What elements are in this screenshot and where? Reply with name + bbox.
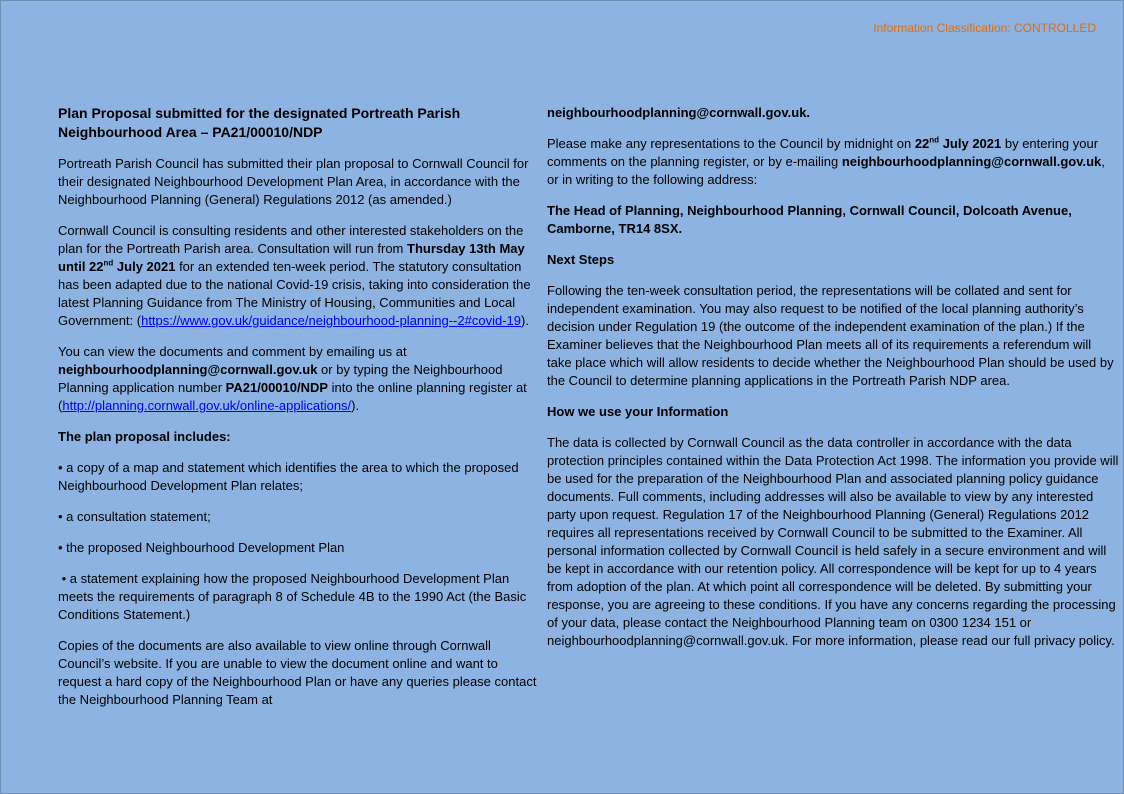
- list-item: • a statement explaining how the proposed Neighbourhood Development Plan meets the requirements of paragraph 8 of Schedule 4B to the 1990 Act (the Basic Conditions Statement.): [58, 571, 530, 622]
- left-column: [58, 104, 540, 722]
- consultation-paragraph: Cornwall Council is consulting residents and other interested stakeholders on the plan for the Portreath Parish area. Consultation will run from Thursday 13th May until 22nd July 2021 for an extended ten-week period. The statutory consultation has been adapted due to the national Covid-19 crisis, taking into consideration the latest Planning Guidance from The Ministry of Housing, Communities and Local Government: (https://www.gov.uk/guidance/neighbourhood-planning--2#covid-19).: [58, 223, 531, 328]
- intro-paragraph: Portreath Parish Council has submitted their plan proposal to Cornwall Council for their designated Neighbourhood Development Plan Area, in accordance with the Neighbourhood Planning (General) Regulations 2012 (as amended.): [58, 156, 529, 207]
- info-heading: How we use your Information: [547, 404, 729, 419]
- email-address: neighbourhoodplanning@cornwall.gov.uk: [841, 154, 1102, 169]
- info-text: The data is collected by Cornwall Council as the data controller in accordance with the data protection principles contained within the Data Protection Act 1998. The information you provide will be used for the preparation of the Neighbourhood Plan and associated planning policy guidance documents. Full comments, including addresses will also be available to view by any interested party upon request. Regulation 17 of the Neighbourhood Planning (General) Regulations 2012 requires all representations received by Cornwall Council to be submitted to the Examiner. All personal information collected by Cornwall Council is held safely in a secure environment and will be kept in accordance with our retention policy. All correspondence will be kept for up to 4 years from adoption of the plan. At which point all correspondence will be deleted. By submitting your response, you are agreeing to these conditions. If you have any concerns regarding the processing of your data, please contact the Neighbourhood Planning team on 0300 1234 151 or neighbourhoodplanning@cornwall.gov.uk. For more information, please read our full privacy policy.: [547, 435, 1119, 648]
- postal-address: The Head of Planning, Neighbourhood Planning, Cornwall Council, Dolcoath Avenue, Camborne, TR14 8SX.: [547, 203, 1072, 236]
- list-item: • a copy of a map and statement which identifies the area to which the proposed Neighbourhood Development Plan relates;: [58, 460, 519, 493]
- contact-email: neighbourhoodplanning@cornwall.gov.uk.: [547, 105, 811, 120]
- email-address: neighbourhoodplanning@cornwall.gov.uk: [58, 362, 318, 377]
- document-title: Plan Proposal submitted for the designated Portreath Parish Neighbourhood Area – PA21/00010/NDP: [58, 105, 461, 140]
- covid-guidance-link[interactable]: https://www.gov.uk/guidance/neighbourhood-planning--2#covid-19: [141, 313, 521, 328]
- right-column: [547, 104, 1119, 663]
- next-steps-heading: Next Steps: [547, 252, 615, 267]
- next-steps-text: Following the ten-week consultation period, the representations will be collated and sent for independent examination. You may also request to be notified of the local planning authority’s decision under Regulation 19 (the outcome of the independent examination of the plan.) If the Examiner believes that the Neighbourhood Plan meets all of its requirements a referendum will take place which will allow residents to decide whether the Neighbourhood Plan should be used by the Council to determine planning applications in the Portreath Parish NDP area.: [547, 283, 1114, 388]
- view-documents-paragraph: You can view the documents and comment by emailing us at neighbourhoodplanning@cornwall.gov.uk or by typing the Neighbourhood Planning application number PA21/00010/NDP into the online planning register at (http://planning.cornwall.gov.uk/online-applications/).: [58, 344, 527, 413]
- planning-register-link[interactable]: http://planning.cornwall.gov.uk/online-applications/: [62, 398, 352, 413]
- classification-label: Information Classification: CONTROLLED: [873, 21, 1096, 35]
- representations-paragraph: Please make any representations to the Council by midnight on 22nd July 2021 by entering your comments on the planning register, or by e-mailing neighbourhoodplanning@cornwall.gov.uk, or in writing to the following address:: [547, 135, 1105, 187]
- list-item: • the proposed Neighbourhood Development Plan: [58, 540, 345, 555]
- copies-paragraph: Copies of the documents are also available to view online through Cornwall Council’s website. If you are unable to view the document online and want to request a hard copy of the Neighbourhood Plan or have any queries please contact the Neighbourhood Planning Team at: [58, 638, 537, 707]
- list-item: • a consultation statement;: [58, 509, 211, 524]
- includes-heading: The plan proposal includes:: [58, 429, 231, 444]
- application-number: PA21/00010/NDP: [225, 380, 329, 395]
